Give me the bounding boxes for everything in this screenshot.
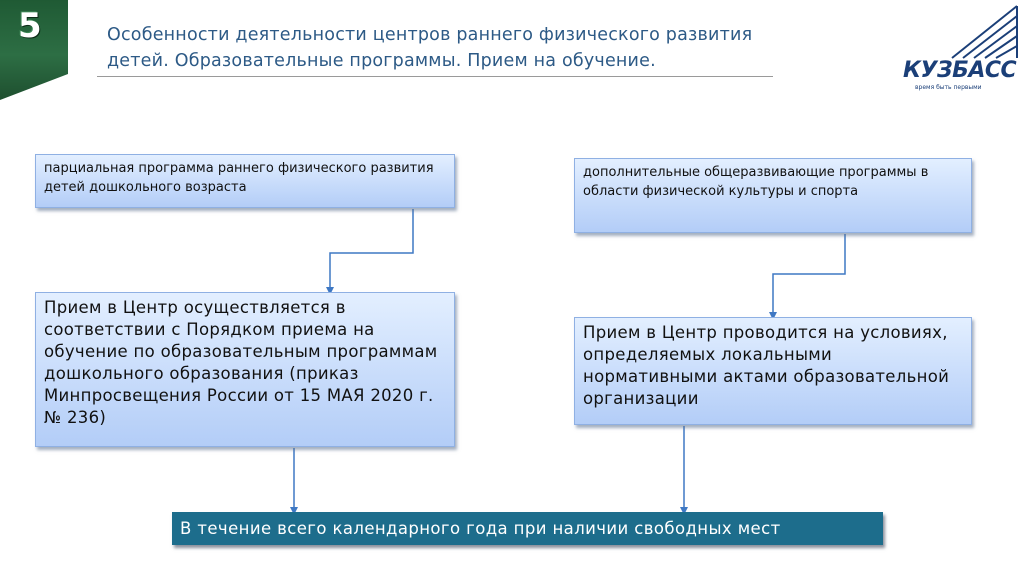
slide-number: 5 bbox=[18, 6, 42, 46]
result-box: В течение всего календарного года при наличии свободных мест bbox=[172, 512, 883, 545]
connector-right-top bbox=[773, 234, 845, 316]
right-program-box: дополнительные общеразвивающие программы в области физической культуры и спорта bbox=[574, 158, 972, 233]
left-admission-box: Прием в Центр осуществляется в соответствии с Порядком приема на обучение по образовательным программам дошкольного образования (приказ Минпросвещения России от 15 МАЯ 2020 г. № 236) bbox=[35, 292, 455, 447]
left-program-box: парциальная программа раннего физического развития детей дошкольного возраста bbox=[35, 154, 455, 208]
connector-left-top bbox=[330, 209, 413, 291]
title-line-1: Особенности деятельности центров раннего физического развития bbox=[107, 25, 753, 45]
logo-tagline: время быть первыми bbox=[915, 84, 982, 91]
title-line-2: детей. Образовательные программы. Прием на обучение. bbox=[107, 51, 656, 71]
right-admission-box: Прием в Центр проводится на условиях, определяемых локальными нормативными актами образовательной организации bbox=[574, 317, 972, 425]
logo-wordmark: КУЗБАСС bbox=[903, 58, 1017, 83]
